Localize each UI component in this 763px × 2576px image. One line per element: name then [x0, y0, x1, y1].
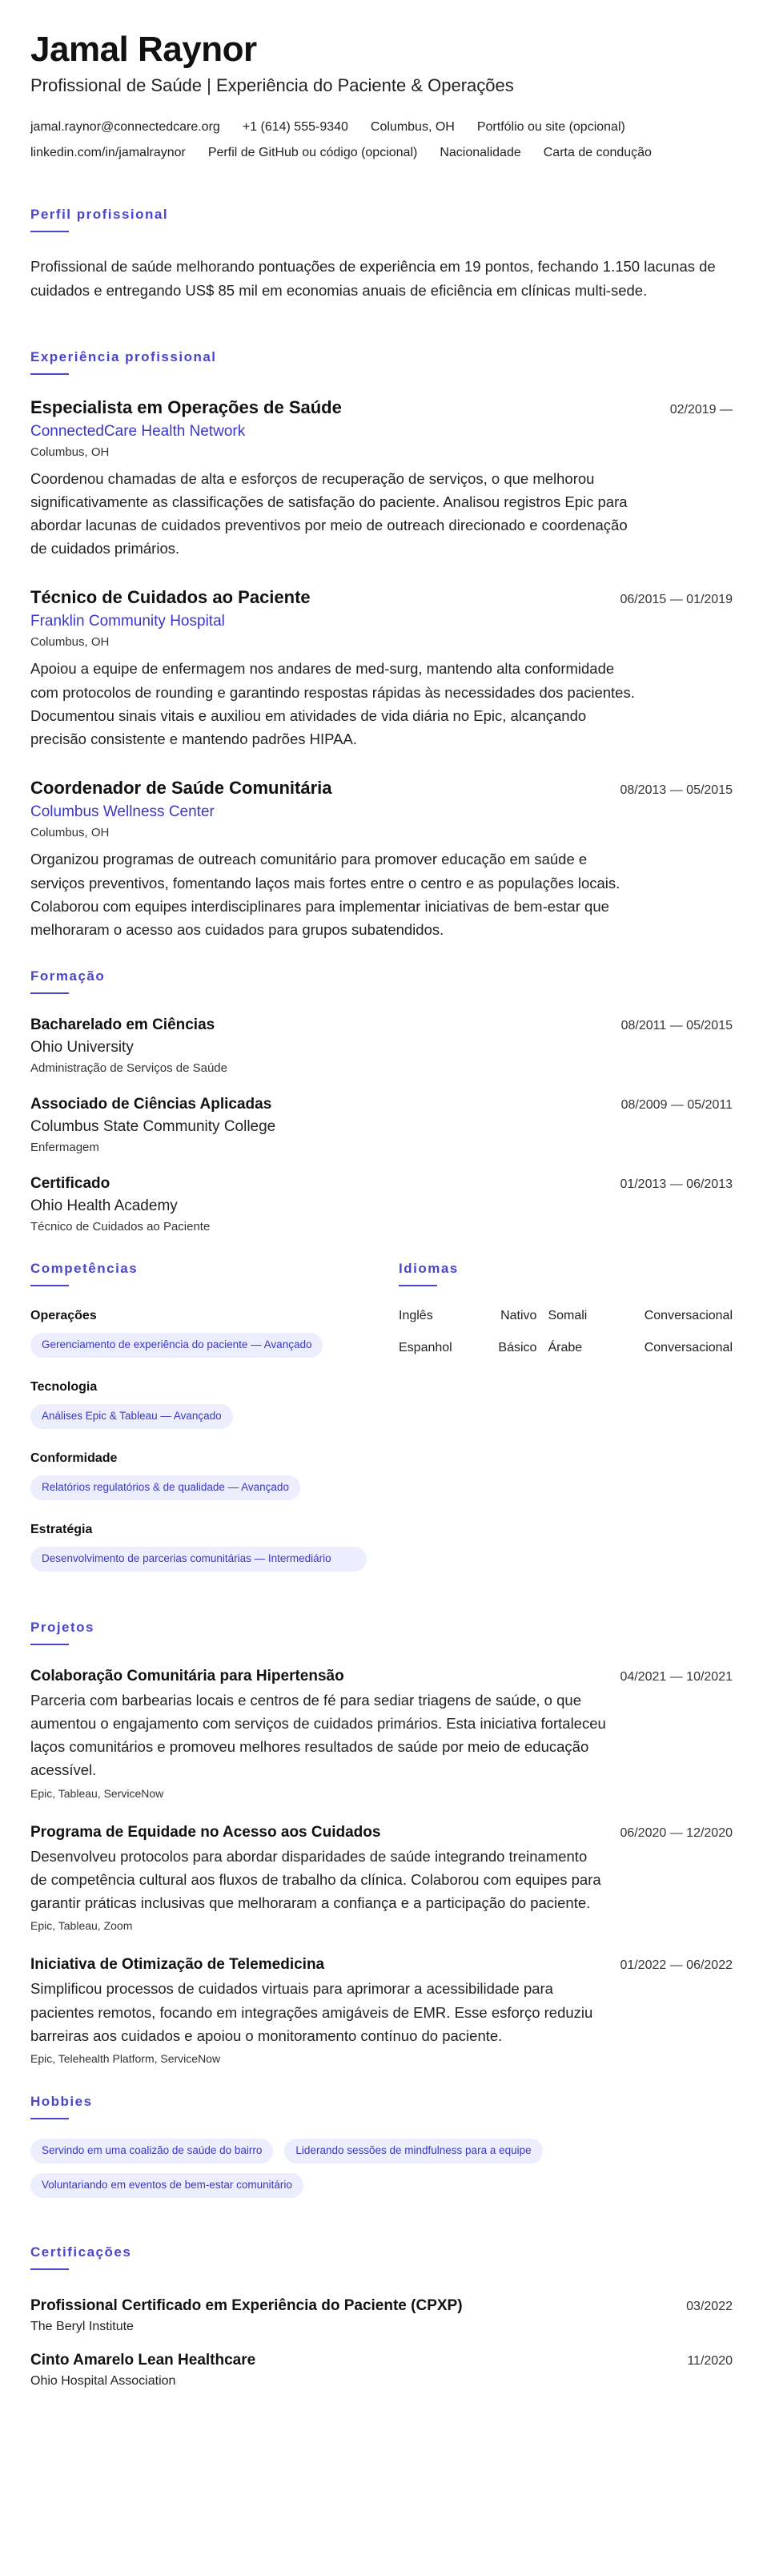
project-description: Simplificou processos de cuidados virtuais para aprimorar a acessibilidade para pacientes remotos, focando em integrações amigáveis de EMR. Esse esforço reduziu barreiras aos cuidados e apoiou o monitoramento contínuo do paciente.	[30, 1980, 593, 2044]
language-level: Nativo	[500, 1309, 537, 1323]
project-title: Programa de Equidade no Acesso aos Cuidados	[30, 1823, 381, 1841]
job-title: Coordenador de Saúde Comunitária	[30, 778, 332, 799]
language-row	[399, 1341, 733, 1373]
education-degree: Certificado	[30, 1175, 110, 1193]
job-company[interactable]: Columbus Wellness Center	[30, 803, 215, 821]
section-underline	[30, 1285, 69, 1286]
job-description: Apoiou a equipe de enfermagem nos andares de med-surg, mantendo alta conformidade com protocolos de rounding e garantindo respostas rápidas às necessidades dos pacientes. Documentou sinais vitais e auxiliou em atividades de vida diária no Epic, alcançando precisão consistente e mantendo padrões HIPAA.	[30, 660, 635, 748]
job-location: Columbus, OH	[30, 635, 110, 650]
skill-category: Estratégia	[30, 1522, 93, 1536]
contact-nationality: Nacionalidade	[440, 146, 521, 160]
job-description: Coordenou chamadas de alta e esforços de recuperação de serviços, o que melhorou significativamente as classificações de satisfação do paciente. Analisou registros Epic para abordar lacunas de cuidados preventivos por meio de outreach direcionado e coordenação de cuidados primários.	[30, 469, 628, 557]
resume-header	[30, 30, 733, 160]
hobby-pill: Voluntariando em eventos de bem-estar comunitário	[30, 2173, 303, 2198]
section-title: Formação	[30, 968, 106, 984]
education-school: Ohio Health Academy	[30, 1197, 178, 1215]
job-location: Columbus, OH	[30, 445, 110, 459]
job-company[interactable]: Franklin Community Hospital	[30, 613, 225, 630]
section-underline	[399, 1285, 437, 1286]
skill-pill: Relatórios regulatórios & de qualidade — Avançado	[30, 1475, 300, 1500]
hobby-pill: Servindo em uma coalizão de saúde do bairro	[30, 2139, 273, 2163]
project-description: Desenvolveu protocolos para abordar disparidades de saúde integrando treinamento de competência cultural aos fluxos de trabalho da clínica. Colaborou com equipes para garantir práticas inclusivas que melhoraram a confiança e a participação do paciente.	[30, 1847, 601, 1912]
job-title: Técnico de Cuidados ao Paciente	[30, 587, 311, 608]
education-entry	[30, 1096, 733, 1154]
certification-name: Profissional Certificado em Experiência do Paciente (CPXP)	[30, 2296, 463, 2314]
language-level: Conversacional	[644, 1309, 733, 1323]
section-title: Competências	[30, 1261, 139, 1277]
education-field: Administração de Serviços de Saúde	[30, 1061, 227, 1076]
section-underline	[30, 992, 69, 994]
languages-table	[399, 1309, 733, 1373]
project-date: 04/2021 — 10/2021	[620, 1669, 733, 1684]
language-name: Espanhol	[399, 1341, 452, 1355]
section-underline	[30, 1644, 69, 1645]
education-date: 08/2009 — 05/2011	[620, 1098, 733, 1113]
projects-section	[30, 1620, 733, 2065]
contact-linkedin[interactable]: linkedin.com/in/jamalraynor	[30, 146, 186, 160]
contact-list	[30, 120, 733, 160]
contact-phone[interactable]: +1 (614) 555-9340	[242, 120, 348, 135]
language-row	[399, 1309, 733, 1341]
skill-pill: Análises Epic & Tableau — Avançado	[30, 1404, 233, 1429]
language-name: Somali	[548, 1309, 588, 1323]
education-degree: Associado de Ciências Aplicadas	[30, 1096, 272, 1113]
education-date: 08/2011 — 05/2015	[620, 1019, 733, 1033]
certification-entry	[30, 2352, 733, 2389]
section-title: Hobbies	[30, 2093, 93, 2109]
project-entry	[30, 1668, 733, 1800]
section-underline	[30, 2268, 69, 2270]
candidate-name: Jamal Raynor	[30, 30, 257, 69]
language-name: Inglês	[399, 1309, 433, 1323]
skills-section	[30, 1261, 367, 1594]
language-level: Básico	[498, 1341, 537, 1355]
section-title: Idiomas	[399, 1261, 459, 1277]
contact-portfolio[interactable]: Portfólio ou site (opcional)	[476, 120, 625, 135]
education-entry	[30, 1016, 733, 1075]
section-underline	[30, 373, 69, 375]
certification-date: 03/2022	[686, 2299, 733, 2313]
skill-pill: Desenvolvimento de parcerias comunitárias — Intermediário	[30, 1547, 367, 1572]
education-school: Columbus State Community College	[30, 1118, 276, 1136]
skill-group	[30, 1380, 367, 1429]
job-description: Organizou programas de outreach comunitário para promover educação em saúde e serviços preventivos, fomentando laços mais fortes entre o centro e as populações locais. Colaborou com equipes interdisciplinares para implementar iniciativas de bem-estar que melhoraram o acesso aos cuidados para grupos subatendidos.	[30, 851, 620, 938]
certification-entry	[30, 2297, 733, 2334]
experience-section	[30, 349, 733, 942]
education-section	[30, 968, 733, 1234]
contact-driving-license: Carta de condução	[543, 146, 652, 160]
certification-org: The Beryl Institute	[30, 2319, 134, 2333]
job-entry	[30, 397, 733, 561]
job-date: 06/2015 — 01/2019	[620, 593, 733, 607]
contact-github[interactable]: Perfil de GitHub ou código (opcional)	[207, 146, 418, 160]
skill-category: Tecnologia	[30, 1380, 98, 1395]
certifications-section	[30, 2244, 733, 2389]
certification-name: Cinto Amarelo Lean Healthcare	[30, 2351, 256, 2369]
job-title: Especialista em Operações de Saúde	[30, 396, 342, 417]
project-title: Colaboração Comunitária para Hipertensão	[30, 1667, 344, 1684]
project-description: Parceria com barbearias locais e centros de fé para sediar triagens de saúde, o que aumentou o engajamento com serviços de cuidados primários. Esta iniciativa fortaleceu laços comunitários e promoveu melhores resultados de saúde por meio de educação acessível.	[30, 1691, 606, 1779]
profile-summary: Profissional de saúde melhorando pontuações de experiência em 19 pontos, fechando 1.150 lacunas de cuidados e entregando US$ 85 mil em economias anuais de eficiência em clínicas multi-sede.	[30, 258, 716, 299]
language-name: Árabe	[548, 1341, 583, 1355]
certification-date: 11/2020	[687, 2353, 733, 2368]
education-degree: Bacharelado em Ciências	[30, 1016, 215, 1034]
contact-email[interactable]: jamal.raynor@connectedcare.org	[30, 120, 220, 135]
job-entry	[30, 587, 733, 751]
hobby-list	[30, 2139, 639, 2198]
skill-category: Operações	[30, 1309, 97, 1323]
skill-pill: Gerenciamento de experiência do paciente — Avançado	[30, 1333, 323, 1358]
skill-group	[30, 1309, 367, 1358]
education-entry	[30, 1175, 733, 1234]
hobbies-section	[30, 2094, 733, 2198]
project-tech: Epic, Tableau, Zoom	[30, 1919, 133, 1933]
project-tech: Epic, Tableau, ServiceNow	[30, 1786, 164, 1800]
education-field: Técnico de Cuidados ao Paciente	[30, 1220, 211, 1234]
job-date: 02/2019 —	[669, 402, 733, 417]
project-date: 01/2022 — 06/2022	[620, 1958, 733, 1973]
education-field: Enfermagem	[30, 1141, 99, 1155]
profile-section	[30, 207, 733, 302]
project-title: Iniciativa de Otimização de Telemedicina	[30, 1956, 325, 1974]
job-date: 08/2013 — 05/2015	[620, 783, 733, 798]
education-date: 01/2013 — 06/2013	[620, 1177, 733, 1192]
section-title: Certificações	[30, 2244, 132, 2260]
job-company[interactable]: ConnectedCare Health Network	[30, 422, 246, 440]
section-title: Projetos	[30, 1619, 95, 1635]
project-entry	[30, 1956, 733, 2065]
languages-section	[399, 1261, 733, 1594]
skill-group	[30, 1451, 367, 1500]
section-underline	[30, 2118, 69, 2119]
job-location: Columbus, OH	[30, 826, 110, 840]
skills-languages-row	[30, 1261, 733, 1594]
project-date: 06/2020 — 12/2020	[620, 1825, 733, 1840]
section-title: Perfil profissional	[30, 207, 169, 223]
section-underline	[30, 231, 69, 232]
skill-category: Conformidade	[30, 1451, 118, 1465]
education-school: Ohio University	[30, 1039, 134, 1057]
contact-location: Columbus, OH	[370, 120, 455, 135]
headline: Profissional de Saúde | Experiência do Paciente & Operações	[30, 75, 514, 96]
certification-org: Ohio Hospital Association	[30, 2373, 176, 2388]
project-tech: Epic, Telehealth Platform, ServiceNow	[30, 2051, 221, 2065]
project-entry	[30, 1824, 733, 1933]
section-title: Experiência profissional	[30, 348, 217, 364]
hobby-pill: Liderando sessões de mindfulness para a equipe	[284, 2139, 542, 2163]
language-level: Conversacional	[644, 1341, 733, 1355]
skill-group	[30, 1523, 367, 1572]
job-entry	[30, 778, 733, 941]
